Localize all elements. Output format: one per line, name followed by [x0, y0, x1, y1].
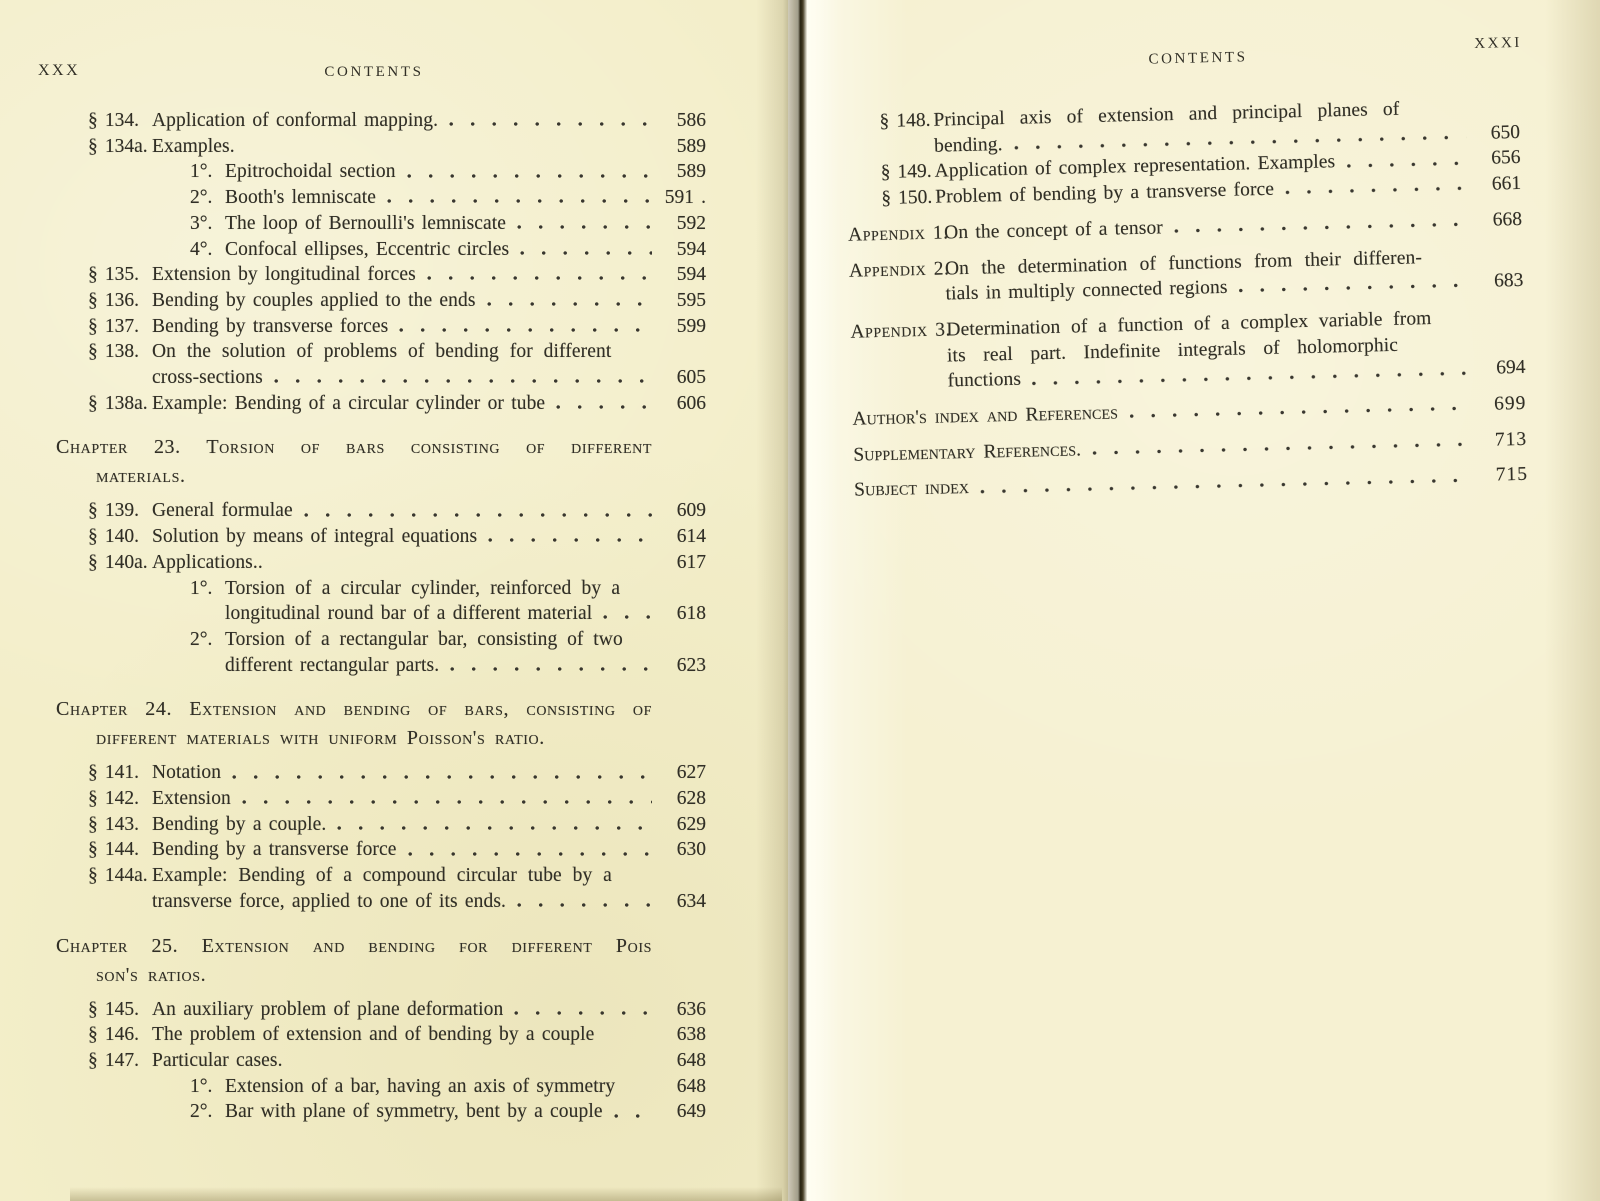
- entry-title: Particular cases.: [152, 1049, 283, 1071]
- chapter-heading-line: Chapter 25. Extension and bending for different Pois: [56, 934, 652, 957]
- dot-leader: [1092, 442, 1473, 455]
- dot-leader: [517, 903, 652, 907]
- page-number: 636: [676, 998, 706, 1020]
- toc-entry: [152, 889, 706, 915]
- dot-leader: [387, 199, 652, 203]
- page-number: 592: [676, 212, 706, 234]
- entry-label: 1°.: [190, 577, 213, 599]
- dot-leader: [337, 826, 652, 830]
- left-page: [0, 0, 788, 1201]
- dot-leader: [634, 641, 652, 645]
- page-number: 648: [676, 1049, 706, 1071]
- dot-leader: [488, 538, 652, 542]
- dot-leader: [246, 148, 652, 152]
- chapter-heading-line: Chapter 23. Torsion of bars consisting of different: [56, 436, 652, 459]
- toc-entry: [88, 262, 706, 288]
- toc-entry: [88, 339, 706, 365]
- dot-leader: [407, 174, 652, 178]
- right-toc-wrap: [847, 34, 1529, 503]
- dot-leader: [1239, 284, 1470, 293]
- toc-entry: [88, 524, 706, 550]
- toc-entry: [88, 134, 706, 160]
- entry-label: 4°.: [190, 238, 213, 260]
- page-number: 683: [1493, 270, 1524, 292]
- chapter-heading-line: materials.: [96, 465, 186, 488]
- page-number: 638: [676, 1024, 706, 1046]
- entry-label: § 136.: [88, 289, 139, 311]
- entry-label: § 150.: [881, 186, 933, 210]
- entry-title: Application of conformal mapping.: [152, 110, 439, 131]
- page-number: [1479, 347, 1525, 348]
- entry-title: The loop of Bernoulli's lemniscate: [225, 212, 507, 234]
- page-number: 589: [676, 135, 706, 157]
- toc-entry: [190, 211, 706, 237]
- entry-label: Appendix 1.: [847, 222, 949, 246]
- entry-title: Notation: [152, 762, 222, 784]
- entry-title: bending.: [933, 133, 1003, 157]
- dot-leader: [427, 276, 652, 280]
- dot-leader: [603, 615, 652, 619]
- toc-entry: [88, 288, 706, 314]
- chapter-heading-line: different materials with uniform Poisson's ratio.: [96, 727, 545, 750]
- page-number: 623: [676, 654, 706, 676]
- dot-leader: [1032, 371, 1471, 385]
- page-number: 661: [1491, 172, 1522, 195]
- entry-title: Bending by transverse forces: [152, 315, 389, 337]
- entry-label: 2°.: [190, 1101, 213, 1123]
- entry-label: § 143.: [88, 813, 139, 835]
- entry-label: § 139.: [88, 500, 139, 522]
- page-number: [1477, 260, 1523, 261]
- toc-entry: [190, 1074, 706, 1100]
- dot-leader: [623, 877, 652, 881]
- page-number: 694: [1495, 357, 1526, 379]
- entry-title: Applications..: [152, 551, 263, 573]
- page-number: 627: [676, 762, 706, 784]
- entry-label: Appendix 3.: [850, 319, 952, 343]
- entry-title: Examples.: [152, 135, 235, 157]
- page-number: 617: [676, 551, 706, 573]
- entry-title: longitudinal round bar of a different material: [225, 603, 593, 625]
- entry-title: cross-sections: [152, 367, 263, 389]
- entry-label: § 134a.: [88, 135, 148, 157]
- dot-leader: [1409, 345, 1471, 350]
- entry-title: Epitrochoidal section: [225, 161, 396, 183]
- entry-title: Example: Bending of a circular cylinder or tube: [152, 392, 546, 414]
- entry-label: § 142.: [88, 788, 139, 810]
- entry-label: 1°.: [190, 1075, 213, 1097]
- page-number: 630: [676, 839, 706, 861]
- entry-label: Appendix 2.: [848, 257, 950, 282]
- entry-title: transverse force, applied to one of its ends.: [152, 890, 506, 912]
- entry-title: Extension of a bar, having an axis of symmetry: [225, 1075, 616, 1097]
- dot-leader: [450, 667, 652, 671]
- dot-leader: [242, 800, 652, 804]
- toc-entry: [88, 812, 706, 838]
- entry-label: § 134.: [88, 110, 139, 131]
- entry-title: Problem of bending by a transverse force: [935, 178, 1275, 208]
- toc-entry: [190, 237, 706, 263]
- entry-label: § 138a.: [88, 392, 148, 414]
- entry-title: On the determination of functions from their differen-: [944, 246, 1423, 279]
- toc-entry: [225, 601, 706, 627]
- dot-leader: [605, 1036, 652, 1040]
- dot-leader: [274, 564, 652, 568]
- entry-label: § 140.: [88, 526, 139, 548]
- toc-entry: [190, 576, 706, 602]
- entry-title: Extension: [152, 788, 231, 810]
- page-number: 649: [676, 1101, 706, 1123]
- entry-title: Subject index: [853, 477, 970, 502]
- toc-entry: [88, 863, 706, 889]
- toc-entry: [88, 760, 706, 786]
- chapter-heading: [56, 932, 652, 990]
- page-number: 634: [676, 890, 706, 912]
- page-number: 699: [1493, 392, 1527, 415]
- entry-title: Author's index and References: [852, 402, 1119, 430]
- entry-label: § 147.: [88, 1049, 139, 1071]
- dot-leader: [631, 590, 652, 594]
- toc-entry: [190, 159, 706, 185]
- toc-entry: [88, 997, 706, 1023]
- entry-title: Booth's lemniscate: [225, 187, 377, 209]
- toc-entry: [88, 1048, 706, 1074]
- entry-title: Torsion of a circular cylinder, reinforced by a: [225, 577, 621, 599]
- dot-leader: [622, 354, 652, 358]
- left-running-head: CONTENTS: [324, 64, 424, 80]
- entry-title: Solution by means of integral equations: [152, 526, 478, 548]
- page-number: 594: [676, 264, 706, 286]
- right-page: [788, 0, 1600, 1201]
- entry-title: Extension by longitudinal forces: [152, 264, 416, 286]
- page-number: [1473, 112, 1519, 113]
- entry-title: Torsion of a rectangular bar, consisting of two: [225, 628, 623, 650]
- dot-leader: [399, 328, 652, 332]
- dot-leader: [449, 122, 652, 126]
- entry-label: § 146.: [88, 1024, 139, 1046]
- dot-leader: [232, 775, 652, 779]
- left-folio: XXX: [38, 62, 81, 79]
- toc-entry: [190, 627, 706, 653]
- page-number: 628: [676, 788, 706, 810]
- chapter-heading-line: Chapter 24. Extension and bending of bars, consisting of: [56, 698, 652, 721]
- right-running-head: CONTENTS: [1148, 49, 1248, 68]
- dot-leader: [304, 513, 652, 517]
- page-number: [1478, 322, 1524, 323]
- toc-entry: [88, 314, 706, 340]
- toc-entry: [88, 550, 706, 576]
- entry-label: § 144.: [88, 839, 139, 861]
- dot-leader: [408, 852, 652, 856]
- dot-leader: [1129, 406, 1472, 418]
- page-number: 589: [676, 161, 706, 183]
- page-number: 586: [676, 110, 706, 131]
- toc-entry: [88, 837, 706, 863]
- page-number: 609: [676, 500, 706, 522]
- entry-label: 2°.: [190, 187, 213, 209]
- entry-label: 3°.: [190, 212, 213, 234]
- entry-title: Bar with plane of symmetry, bent by a couple: [225, 1101, 603, 1123]
- toc-entry: [88, 108, 706, 134]
- page-number: 648: [676, 1075, 706, 1097]
- toc-entry: [88, 498, 706, 524]
- entry-title: Confocal ellipses, Eccentric circles: [225, 238, 510, 260]
- entry-label: 2°.: [190, 628, 213, 650]
- entry-label: § 144a.: [88, 865, 148, 887]
- dot-leader: [614, 1114, 652, 1118]
- dot-leader: [1442, 319, 1470, 324]
- page-number: 715: [1495, 464, 1529, 486]
- page-number: 606: [676, 392, 706, 414]
- entry-title: Bending by a couple.: [152, 813, 327, 835]
- toc-entry: [88, 391, 706, 417]
- page-number: 656: [1491, 147, 1521, 169]
- right-folio: XXXI: [1474, 34, 1523, 52]
- page-number: 605: [676, 367, 706, 389]
- page-number: 594: [676, 238, 706, 260]
- page-number: 595: [676, 289, 706, 311]
- entry-title: Bending by couples applied to the ends: [152, 289, 476, 311]
- toc-entry: [853, 427, 1527, 469]
- chapter-heading-line: son's ratios.: [96, 963, 207, 986]
- toc-entry: [854, 462, 1528, 504]
- dot-leader: [274, 379, 652, 383]
- toc-entry: [848, 207, 1522, 249]
- page-number: 599: [676, 315, 706, 337]
- entry-title: Example: Bending of a compound circular tube by a: [152, 865, 612, 887]
- page-number: 629: [676, 813, 706, 835]
- entry-label: § 145.: [88, 998, 139, 1020]
- page-number: 668: [1492, 208, 1523, 231]
- page-number: 591 .: [664, 187, 706, 209]
- entry-label: § 135.: [88, 264, 139, 286]
- dot-leader: [1346, 161, 1466, 168]
- entry-label: 1°.: [190, 161, 213, 183]
- entry-title: Supplementary References.: [853, 439, 1082, 466]
- entry-label: § 141.: [88, 762, 139, 784]
- right-toc: [847, 94, 1529, 503]
- entry-title: On the concept of a tensor: [943, 217, 1164, 244]
- entry-title: Bending by a transverse force: [152, 839, 397, 861]
- entry-title: Application of complex representation. Examples: [934, 151, 1336, 183]
- entry-title: functions: [947, 369, 1022, 392]
- dot-leader: [517, 225, 652, 229]
- entry-label: § 148.: [879, 109, 931, 132]
- entry-label: § 138.: [88, 341, 139, 363]
- entry-label: § 149.: [880, 161, 932, 184]
- toc-entry: [152, 365, 706, 391]
- toc-entry: [190, 1099, 706, 1125]
- dot-leader: [1433, 258, 1469, 263]
- toc-entry: [852, 391, 1526, 433]
- dot-leader: [556, 405, 652, 409]
- toc-entry: [88, 786, 706, 812]
- page-number: 614: [676, 526, 706, 548]
- dot-leader: [294, 1062, 652, 1066]
- left-toc: [56, 108, 706, 1125]
- page-number: 650: [1490, 121, 1521, 144]
- entry-label: § 137.: [88, 315, 139, 337]
- entry-title: On the solution of problems of bending for different: [152, 341, 612, 363]
- entry-title: General formulae: [152, 500, 293, 522]
- toc-entry: [190, 185, 706, 211]
- dot-leader: [1174, 222, 1468, 233]
- dot-leader: [626, 1088, 652, 1092]
- chapter-heading: [56, 695, 652, 753]
- entry-title: Principal axis of extension and principal planes of: [933, 98, 1400, 131]
- dot-leader: [514, 1011, 652, 1015]
- page-number: 713: [1494, 428, 1528, 451]
- toc-entry: [88, 1022, 706, 1048]
- entry-title: An auxiliary problem of plane deformation: [152, 998, 504, 1020]
- entry-label: § 140a.: [88, 551, 148, 573]
- dot-leader: [520, 251, 652, 255]
- entry-title: tials in multiply connected regions: [945, 277, 1228, 305]
- entry-title: Determination of a function of a complex variable from: [946, 307, 1432, 341]
- entry-title: different rectangular parts.: [225, 654, 440, 676]
- chapter-heading: [56, 433, 652, 491]
- dot-leader: [487, 302, 652, 306]
- dot-leader: [1285, 186, 1467, 194]
- page-number: 618: [676, 603, 706, 625]
- dot-leader: [1410, 109, 1465, 114]
- dot-leader: [980, 478, 1474, 494]
- toc-entry: [225, 653, 706, 679]
- entry-title: its real part. Indefinite integrals of holomorphic: [946, 334, 1399, 367]
- entry-title: The problem of extension and of bending by a couple: [152, 1024, 595, 1046]
